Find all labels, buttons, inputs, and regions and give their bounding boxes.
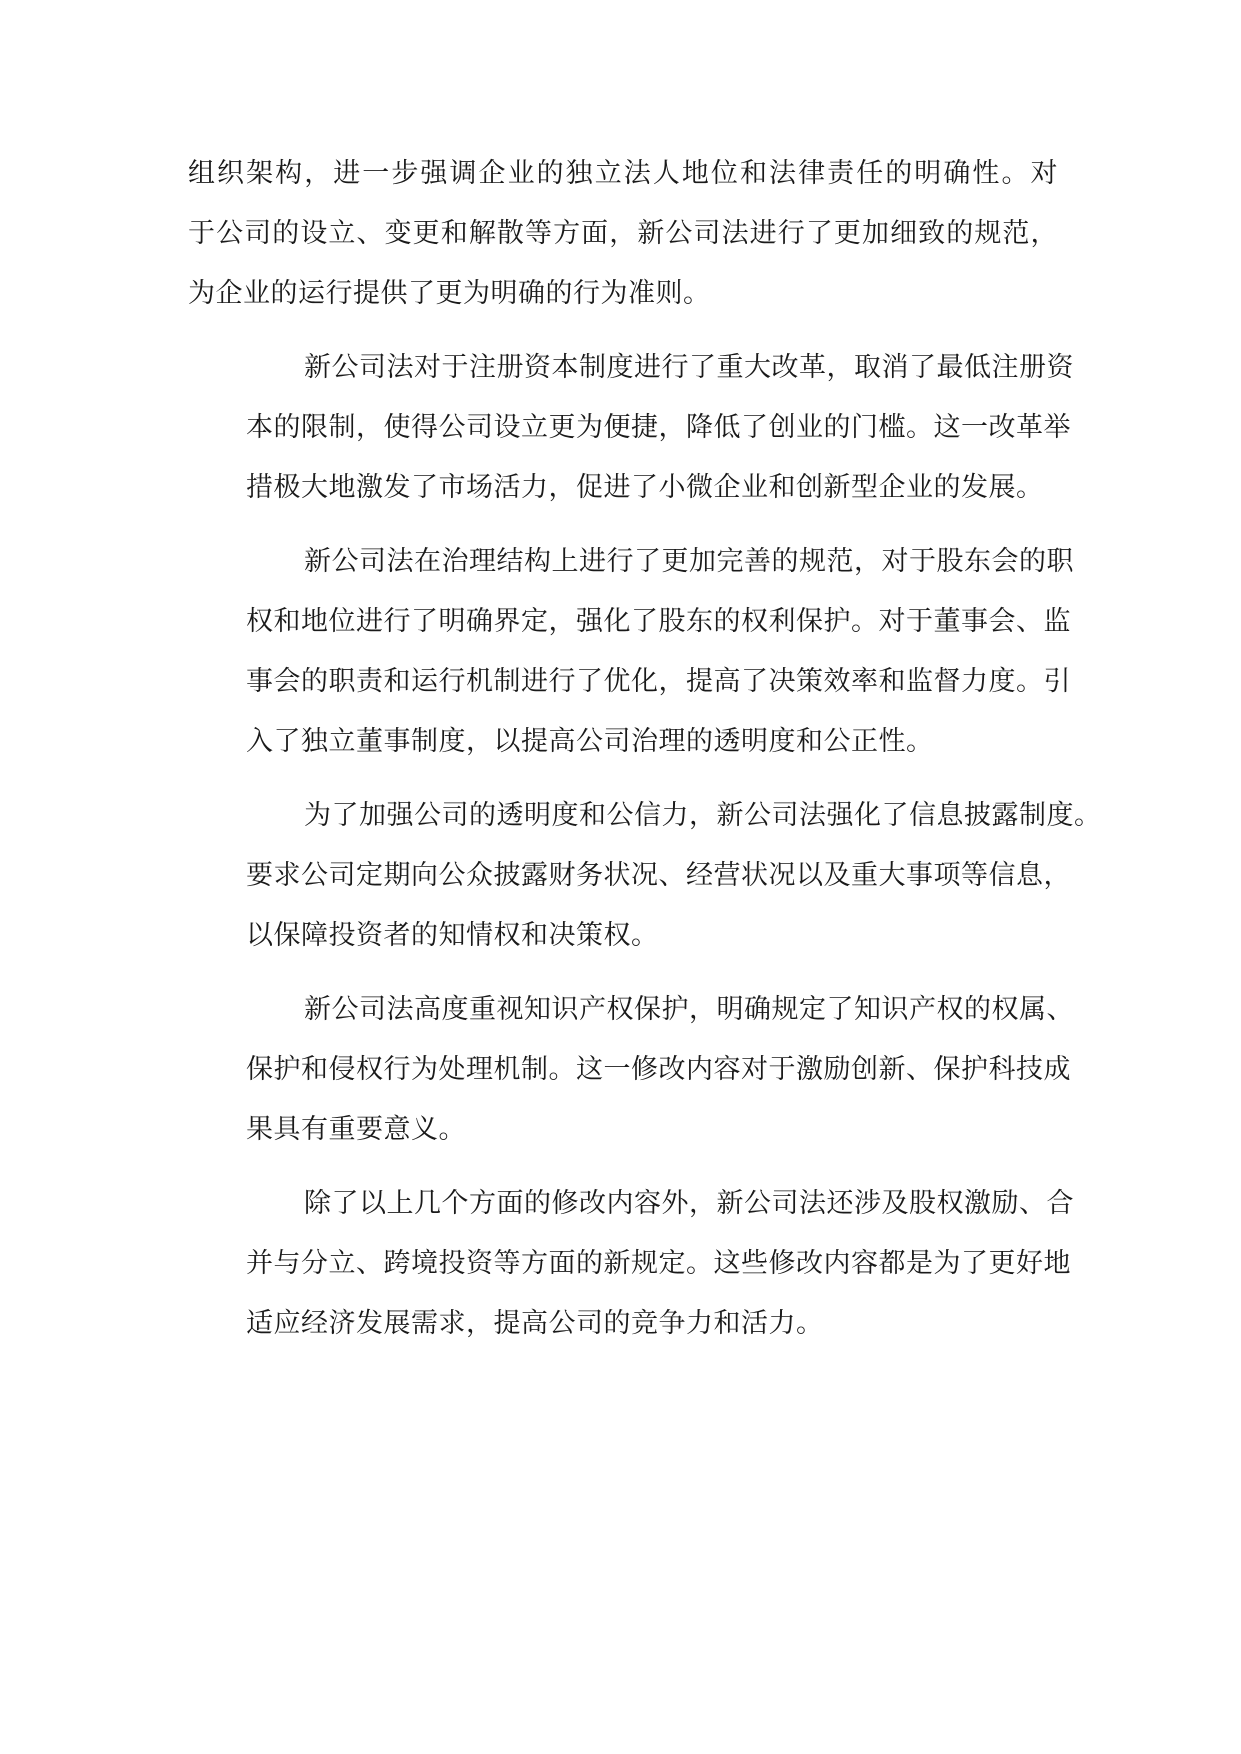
text-line: 以保障投资者的知情权和决策权。 xyxy=(246,920,659,951)
text-line: 本的限制，使得公司设立更为便捷，降低了创业的门槛。这一改革举 xyxy=(246,412,1071,443)
text-line: 组织架构，进一步强调企业的独立法人地位和法律责任的明确性。对 xyxy=(188,158,1058,189)
paragraph-intellectual-property xyxy=(188,980,1074,1160)
text-line: 为企业的运行提供了更为明确的行为准则。 xyxy=(188,278,711,309)
text-line: 果具有重要意义。 xyxy=(246,1114,466,1145)
text-line: 措极大地激发了市场活力，促进了小微企业和创新型企业的发展。 xyxy=(246,472,1044,503)
paragraph-registered-capital xyxy=(188,338,1074,518)
text-line: 入了独立董事制度，以提高公司治理的透明度和公正性。 xyxy=(246,726,934,757)
paragraph-governance xyxy=(188,532,1074,772)
text-line: 并与分立、跨境投资等方面的新规定。这些修改内容都是为了更好地 xyxy=(246,1248,1071,1279)
text-line: 新公司法在治理结构上进行了更加完善的规范，对于股东会的职 xyxy=(304,546,1074,577)
text-line: 新公司法高度重视知识产权保护，明确规定了知识产权的权属、 xyxy=(304,994,1074,1025)
text-line: 除了以上几个方面的修改内容外，新公司法还涉及股权激励、合 xyxy=(304,1188,1074,1219)
text-line: 为了加强公司的透明度和公信力，新公司法强化了信息披露制度。 xyxy=(304,800,1102,831)
paragraph-other-provisions xyxy=(188,1174,1074,1354)
text-line: 事会的职责和运行机制进行了优化，提高了决策效率和监督力度。引 xyxy=(246,666,1071,697)
text-line: 权和地位进行了明确界定，强化了股东的权利保护。对于董事会、监 xyxy=(246,606,1071,637)
text-line: 于公司的设立、变更和解散等方面，新公司法进行了更加细致的规范， xyxy=(188,218,1058,249)
document-body xyxy=(188,144,1102,1354)
paragraph-disclosure xyxy=(188,786,1102,966)
text-line: 要求公司定期向公众披露财务状况、经营状况以及重大事项等信息， xyxy=(246,860,1071,891)
text-line: 适应经济发展需求，提高公司的竞争力和活力。 xyxy=(246,1308,824,1339)
text-line: 新公司法对于注册资本制度进行了重大改革，取消了最低注册资 xyxy=(304,352,1074,383)
paragraph-organization xyxy=(188,144,1058,324)
text-line: 保护和侵权行为处理机制。这一修改内容对于激励创新、保护科技成 xyxy=(246,1054,1071,1085)
